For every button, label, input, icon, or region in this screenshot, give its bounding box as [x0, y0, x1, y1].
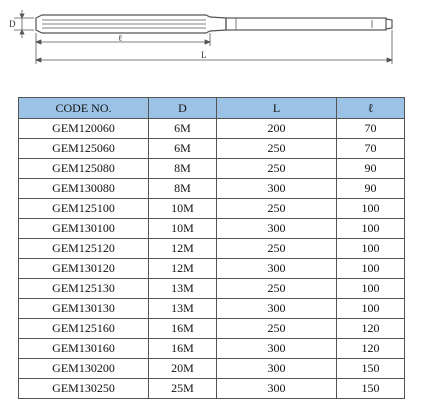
cell-diameter: 25M	[149, 379, 217, 399]
table-row	[19, 339, 405, 359]
reamer-diagram	[0, 0, 422, 75]
cell-code: GEM130200	[19, 359, 149, 379]
cell-flute-length: 120	[337, 319, 405, 339]
overall-length-label: L	[201, 50, 207, 60]
table-row	[19, 119, 405, 139]
cell-flute-length: 100	[337, 299, 405, 319]
cell-length: 250	[217, 139, 337, 159]
header-diameter: D	[149, 98, 217, 119]
table-row	[19, 239, 405, 259]
cell-diameter: 13M	[149, 299, 217, 319]
cell-length: 300	[217, 219, 337, 239]
cell-code: GEM120060	[19, 119, 149, 139]
cell-code: GEM125080	[19, 159, 149, 179]
spec-table-header	[19, 98, 405, 119]
cell-code: GEM125120	[19, 239, 149, 259]
cell-diameter: 6M	[149, 139, 217, 159]
cell-length: 250	[217, 199, 337, 219]
reamer-outline	[36, 15, 392, 33]
cell-code: GEM130160	[19, 339, 149, 359]
cell-length: 300	[217, 359, 337, 379]
cell-flute-length: 90	[337, 159, 405, 179]
table-row	[19, 219, 405, 239]
flute-length-label: ℓ	[118, 33, 123, 43]
cell-diameter: 8M	[149, 179, 217, 199]
table-row	[19, 259, 405, 279]
cell-flute-length: 100	[337, 279, 405, 299]
cell-length: 300	[217, 379, 337, 399]
overall-length-dimension	[36, 30, 392, 64]
cell-length: 250	[217, 239, 337, 259]
table-row	[19, 139, 405, 159]
cell-length: 250	[217, 319, 337, 339]
cell-code: GEM125160	[19, 319, 149, 339]
spec-table	[18, 97, 405, 399]
cell-flute-length: 100	[337, 219, 405, 239]
header-flute-length: ℓ	[337, 98, 405, 119]
table-row	[19, 179, 405, 199]
cell-length: 300	[217, 179, 337, 199]
cell-length: 300	[217, 259, 337, 279]
cell-diameter: 16M	[149, 319, 217, 339]
table-row	[19, 199, 405, 219]
cell-length: 250	[217, 279, 337, 299]
cell-diameter: 10M	[149, 199, 217, 219]
cell-code: GEM130100	[19, 219, 149, 239]
cell-length: 200	[217, 119, 337, 139]
header-length: L	[217, 98, 337, 119]
header-code: CODE NO.	[19, 98, 149, 119]
cell-flute-length: 70	[337, 139, 405, 159]
cell-flute-length: 150	[337, 359, 405, 379]
cell-diameter: 8M	[149, 159, 217, 179]
table-row	[19, 379, 405, 399]
table-row	[19, 299, 405, 319]
table-row	[19, 319, 405, 339]
cell-diameter: 16M	[149, 339, 217, 359]
cell-flute-length: 120	[337, 339, 405, 359]
diameter-label: D	[9, 19, 16, 29]
cell-code: GEM125130	[19, 279, 149, 299]
diameter-dimension	[14, 10, 34, 38]
cell-length: 250	[217, 159, 337, 179]
cell-length: 300	[217, 339, 337, 359]
table-row	[19, 279, 405, 299]
cell-code: GEM130080	[19, 179, 149, 199]
cell-diameter: 12M	[149, 239, 217, 259]
cell-flute-length: 70	[337, 119, 405, 139]
cell-diameter: 13M	[149, 279, 217, 299]
cell-length: 300	[217, 299, 337, 319]
cell-code: GEM125100	[19, 199, 149, 219]
reamer-drawing	[0, 0, 422, 75]
cell-code: GEM130130	[19, 299, 149, 319]
flute-length-dimension	[36, 33, 210, 46]
cell-diameter: 12M	[149, 259, 217, 279]
cell-code: GEM130250	[19, 379, 149, 399]
cell-flute-length: 150	[337, 379, 405, 399]
cell-flute-length: 100	[337, 239, 405, 259]
cell-diameter: 10M	[149, 219, 217, 239]
cell-code: GEM125060	[19, 139, 149, 159]
cell-code: GEM130120	[19, 259, 149, 279]
cell-flute-length: 100	[337, 259, 405, 279]
cell-diameter: 20M	[149, 359, 217, 379]
cell-flute-length: 100	[337, 199, 405, 219]
table-row	[19, 359, 405, 379]
header-row	[19, 98, 405, 119]
cell-flute-length: 90	[337, 179, 405, 199]
table-row	[19, 159, 405, 179]
cell-diameter: 6M	[149, 119, 217, 139]
spec-table-body	[19, 119, 405, 399]
